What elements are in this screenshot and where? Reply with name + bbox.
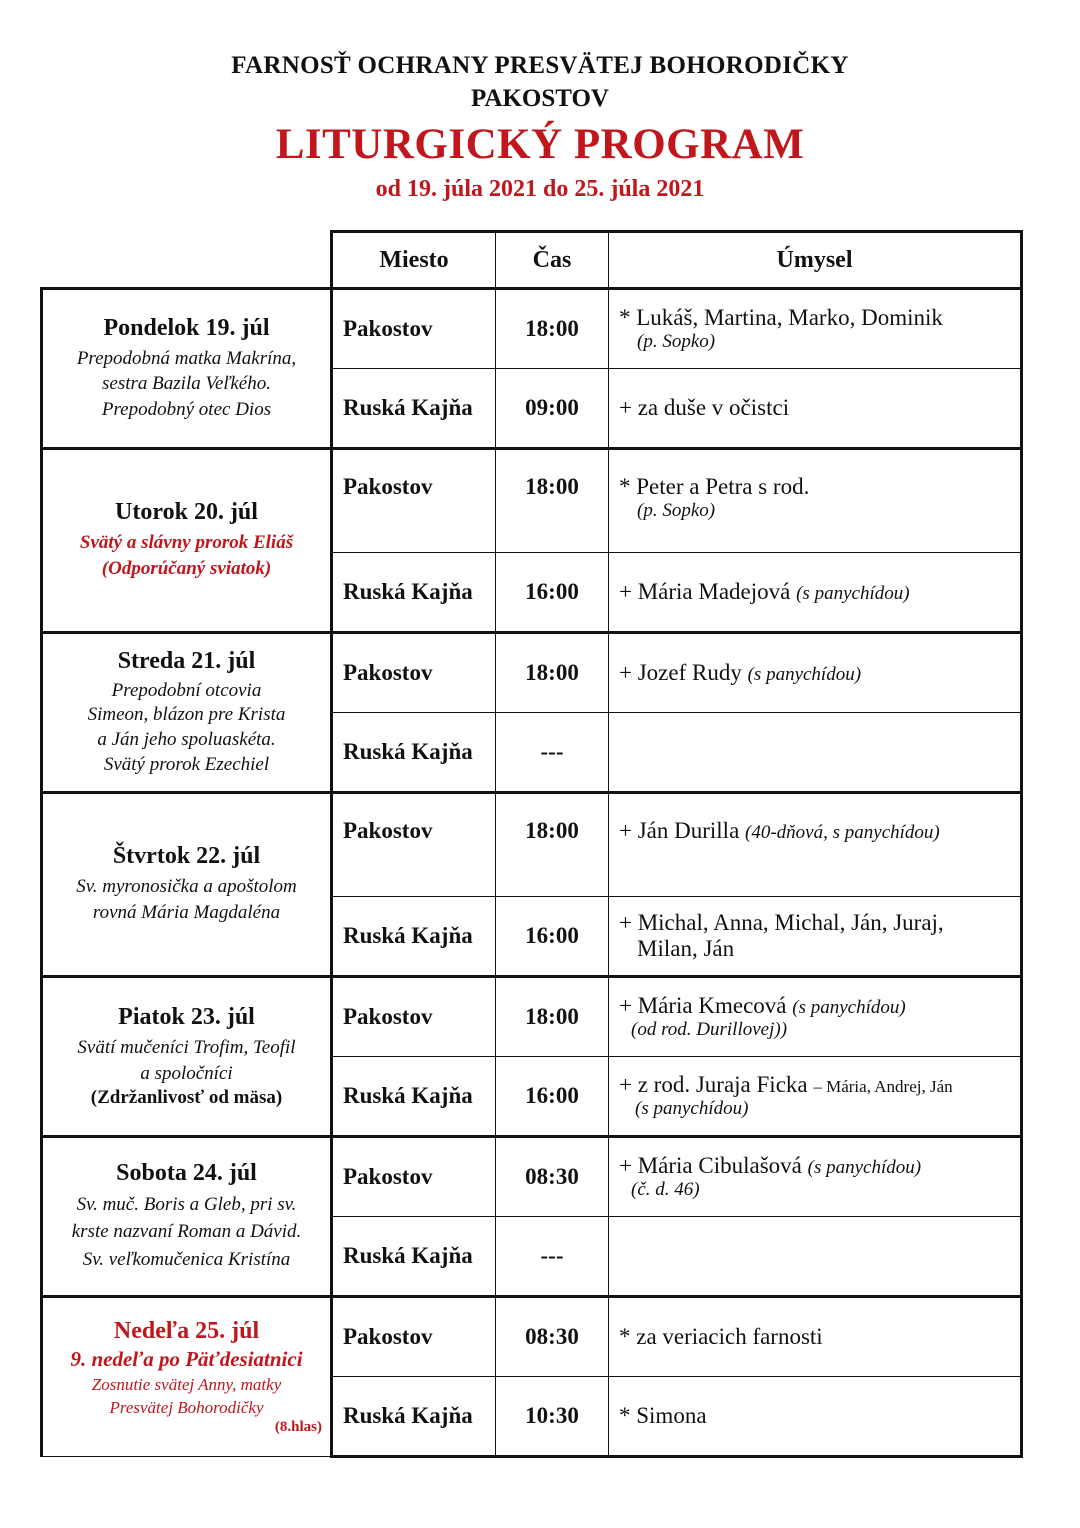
table-row — [42, 289, 1022, 369]
intent-note: (s panychídou) — [635, 1098, 749, 1120]
table-row — [42, 977, 1022, 1057]
day-feast: krste nazvaní Roman a Dávid. — [71, 1221, 302, 1243]
place-cell: Ruská Kajňa — [332, 1057, 496, 1137]
day-feast: Prepodobní otcovia — [111, 679, 262, 701]
day-name: Streda 21. júl — [117, 647, 256, 674]
place-cell: Pakostov — [332, 1137, 496, 1217]
time-cell: 16:00 — [496, 1057, 609, 1137]
intent-cell — [609, 793, 1022, 897]
intent-note: Milan, Ján — [637, 936, 735, 961]
intent-extra: – Mária, Andrej, Ján — [813, 1076, 953, 1096]
time-cell: 09:00 — [496, 369, 609, 449]
intent-extra: (40-dňová, s panychídou) — [745, 822, 940, 843]
table-header-row — [42, 232, 1022, 289]
intent-text: + za duše v očistci — [619, 394, 790, 420]
schedule-table — [40, 230, 1023, 1458]
day-feast: Sv. veľkomučenica Kristína — [82, 1248, 291, 1270]
intent-cell — [609, 553, 1022, 633]
day-feast: Sv. myronosička a apoštolom — [76, 876, 297, 898]
place-cell: Ruská Kajňa — [332, 1377, 496, 1457]
day-cell — [42, 977, 332, 1137]
intent-text: + Michal, Anna, Michal, Ján, Juraj, — [619, 909, 944, 935]
day-feast: Zosnutie svätej Anny, matky — [91, 1374, 282, 1394]
intent-note: (č. d. 46) — [631, 1179, 700, 1201]
day-name: Sobota 24. júl — [116, 1159, 257, 1186]
sunday-subtitle: 9. nedeľa po Päťdesiatnici — [70, 1346, 303, 1371]
day-cell — [42, 633, 332, 793]
day-cell — [42, 1297, 332, 1457]
intent-text: + Mária Cibulašová — [619, 1152, 802, 1178]
intent-text: + Ján Durilla — [619, 818, 740, 843]
day-feast: Svätý prorok Ezechiel — [103, 753, 270, 775]
time-cell: 18:00 — [496, 793, 609, 897]
intent-cell — [609, 897, 1022, 977]
time-cell: 18:00 — [496, 289, 609, 369]
intent-extra: (s panychídou) — [796, 582, 910, 604]
day-cell — [42, 289, 332, 449]
day-feast: rovná Mária Magdaléna — [92, 902, 281, 923]
place-cell: Pakostov — [332, 1297, 496, 1377]
day-cell — [42, 449, 332, 633]
intent-cell — [609, 1217, 1022, 1297]
table-row — [42, 793, 1022, 897]
intent-note: (p. Sopko) — [637, 500, 716, 522]
time-cell: 08:30 — [496, 1137, 609, 1217]
header-blank-cell — [42, 232, 332, 289]
intent-text: + Jozef Rudy — [619, 659, 742, 685]
day-name: Nedeľa 25. júl — [113, 1317, 260, 1344]
time-cell: 18:00 — [496, 633, 609, 713]
intent-cell — [609, 1057, 1022, 1137]
time-cell: --- — [496, 1217, 609, 1297]
intent-text: + z rod. Juraja Ficka — [619, 1071, 808, 1097]
intent-cell — [609, 449, 1022, 553]
table-row — [42, 449, 1022, 553]
place-cell: Pakostov — [332, 289, 496, 369]
fasting-note: (Zdržanlivosť od mäsa) — [90, 1086, 283, 1108]
day-feast: Simeon, blázon pre Krista — [87, 704, 286, 726]
place-cell: Ruská Kajňa — [332, 1217, 496, 1297]
place-cell: Ruská Kajňa — [332, 897, 496, 977]
place-cell: Pakostov — [332, 977, 496, 1057]
intent-cell — [609, 633, 1022, 713]
time-cell: 10:30 — [496, 1377, 609, 1457]
day-feast: Svätý a slávny prorok Eliáš — [79, 532, 294, 554]
time-cell: 18:00 — [496, 977, 609, 1057]
intent-extra: (s panychídou) — [807, 1156, 922, 1178]
day-name: Pondelok 19. júl — [103, 314, 270, 341]
intent-cell — [609, 289, 1022, 369]
day-name: Štvrtok 22. júl — [112, 843, 261, 870]
day-cell — [42, 1137, 332, 1297]
intent-cell — [609, 1137, 1022, 1217]
day-feast: Presvätej Bohorodičky — [109, 1397, 264, 1417]
intent-text: + Mária Madejová — [619, 578, 791, 604]
intent-cell: * za veriacich farnosti — [609, 1297, 1022, 1377]
intent-extra: (s panychídou) — [792, 996, 906, 1018]
intent-text: + Mária Kmecová — [619, 992, 787, 1018]
intent-text: * Peter a Petra s rod. — [619, 474, 810, 499]
place-cell: Pakostov — [332, 449, 496, 553]
village-name: PAKOSTOV — [471, 85, 609, 112]
place-cell: Ruská Kajňa — [332, 553, 496, 633]
place-cell: Pakostov — [332, 633, 496, 713]
intent-cell — [609, 369, 1022, 449]
intent-text: * Lukáš, Martina, Marko, Dominik — [619, 304, 943, 330]
table-row — [42, 1137, 1022, 1217]
time-cell: 16:00 — [496, 897, 609, 977]
day-feast: Sv. muč. Boris a Gleb, pri sv. — [76, 1193, 297, 1215]
day-feast: Svätí mučeníci Trofim, Teofil — [77, 1037, 296, 1059]
column-header-intent: Úmysel — [609, 232, 1022, 289]
column-header-place: Miesto — [332, 232, 496, 289]
day-feast: Prepodobný otec Dios — [101, 398, 272, 420]
intent-extra: (s panychídou) — [747, 663, 862, 685]
date-range: od 19. júla 2021 do 25. júla 2021 — [375, 176, 705, 202]
table-row — [42, 1297, 1022, 1377]
table-row — [42, 633, 1022, 713]
intent-note: (od rod. Durillovej)) — [631, 1019, 788, 1041]
page-title: LITURGICKÝ PROGRAM — [275, 121, 805, 168]
parish-name: FARNOSŤ OCHRANY PRESVÄTEJ BOHORODIČKY — [231, 52, 849, 79]
time-cell: 08:30 — [496, 1297, 609, 1377]
intent-cell — [609, 713, 1022, 793]
place-cell: Ruská Kajňa — [332, 713, 496, 793]
intent-cell: * Simona — [609, 1377, 1022, 1457]
time-cell: 16:00 — [496, 553, 609, 633]
day-name: Utorok 20. júl — [115, 499, 258, 526]
time-cell: 18:00 — [496, 449, 609, 553]
intent-cell — [609, 977, 1022, 1057]
day-feast: (Odporúčaný sviatok) — [101, 558, 272, 579]
day-cell — [42, 793, 332, 977]
intent-note: (p. Sopko) — [637, 331, 716, 353]
tone-label: (8.hlas) — [274, 1419, 322, 1436]
day-feast: a spoločníci — [140, 1063, 233, 1084]
place-cell: Pakostov — [332, 793, 496, 897]
day-feast: sestra Bazila Veľkého. — [102, 373, 271, 395]
day-name: Piatok 23. júl — [118, 1004, 255, 1031]
day-feast: Prepodobná matka Makrína, — [76, 347, 297, 369]
column-header-time: Čas — [496, 232, 609, 289]
day-feast: a Ján jeho spoluaskéta. — [97, 729, 276, 750]
place-cell: Ruská Kajňa — [332, 369, 496, 449]
time-cell: --- — [496, 713, 609, 793]
